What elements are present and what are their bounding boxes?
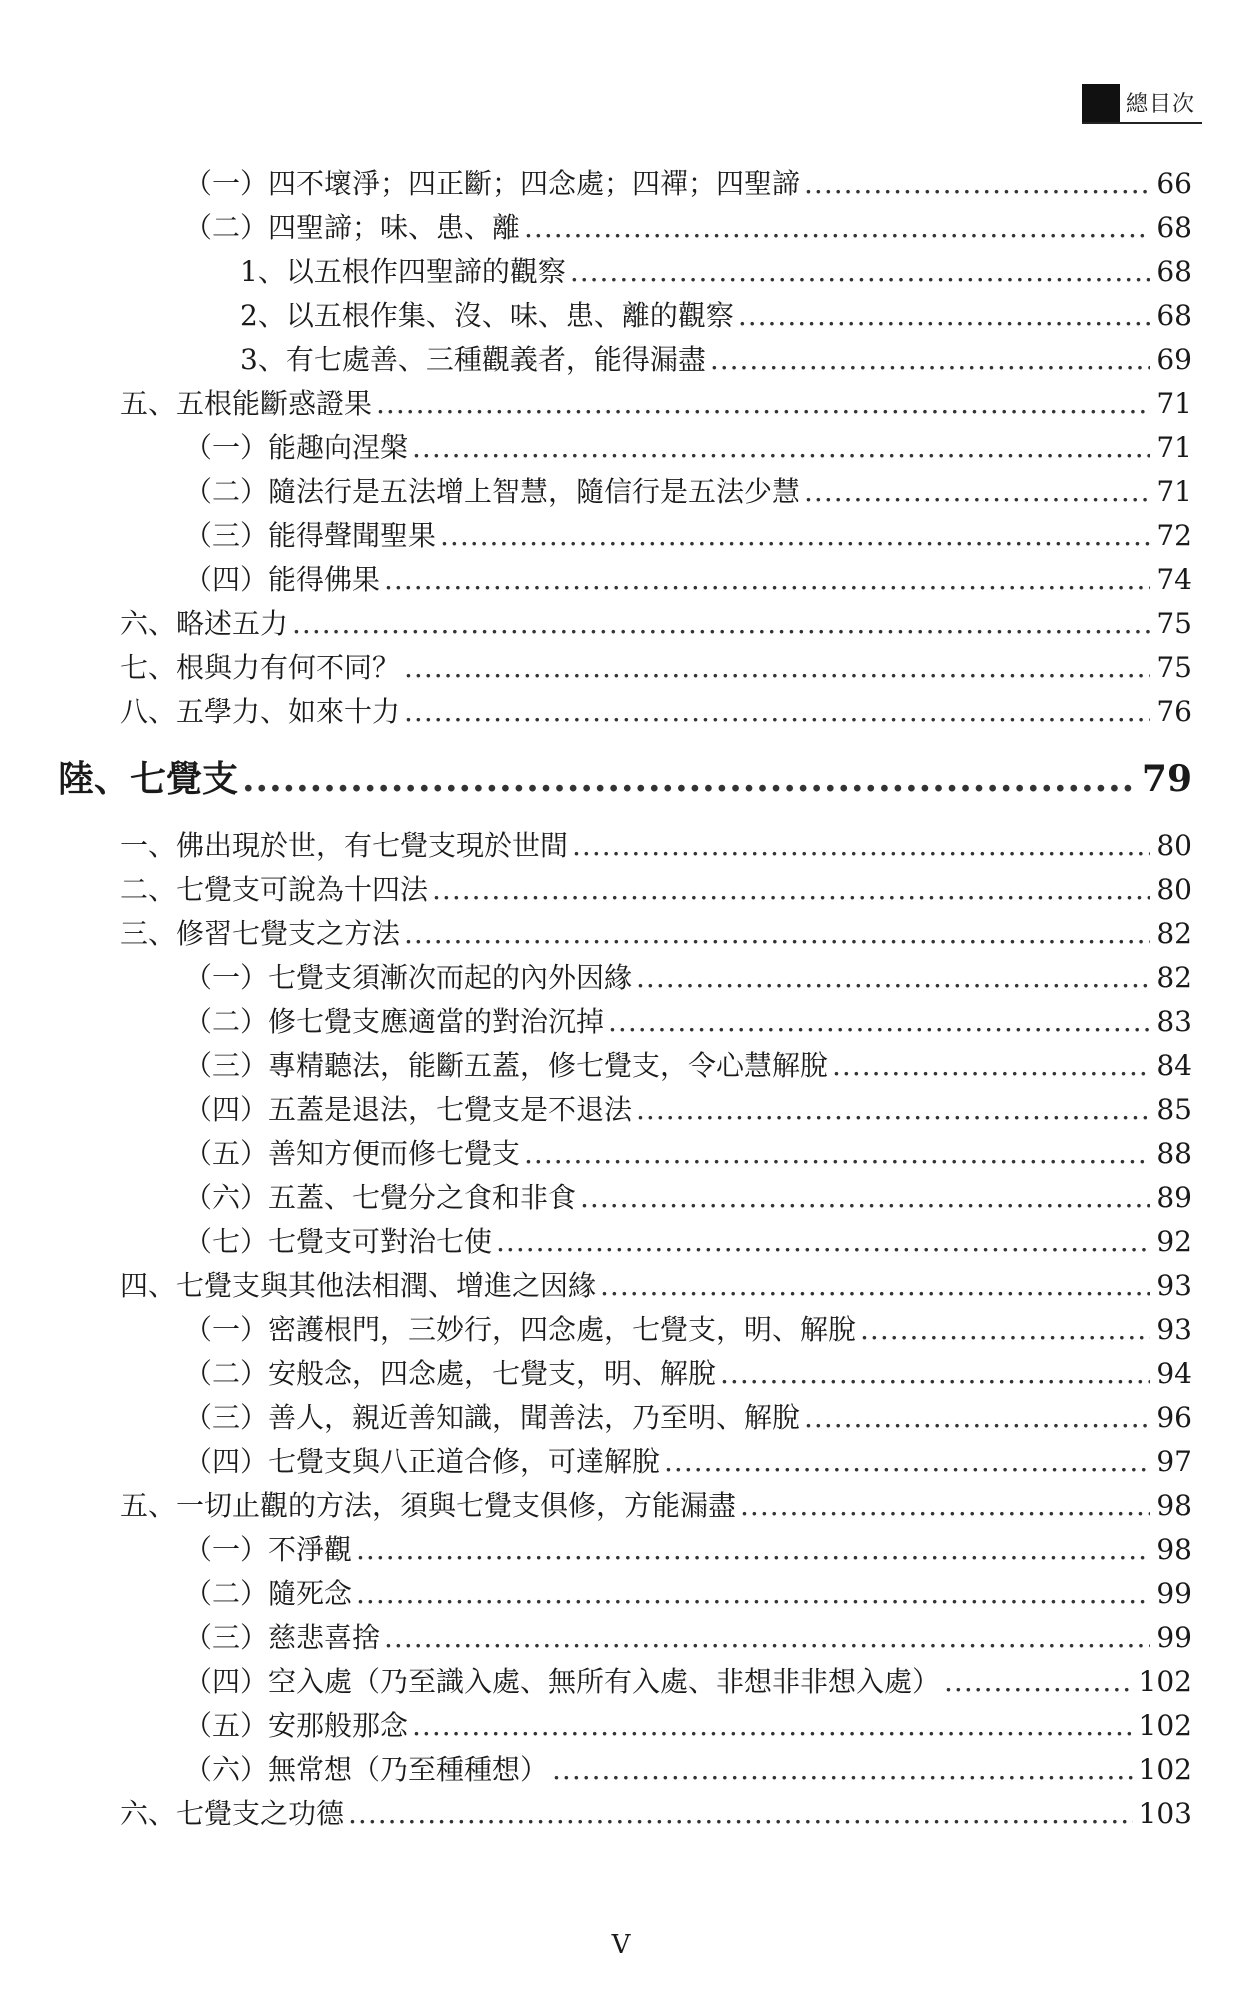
toc-entry: 三、修習七覺支之方法 ..... 82 [120,912,1192,956]
toc-entry: （一）七覺支須漸次而起的內外因緣 ..... 82 [184,956,1192,1000]
running-header [1082,82,1202,124]
toc-entry: （二）隨法行是五法增上智慧，隨信行是五法少慧 ..... 71 [184,470,1192,514]
toc-entry: 1、以五根作四聖諦的觀察 ..... 68 [240,250,1192,294]
toc-entry: 3、有七處善、三種觀義者，能得漏盡 ..... 69 [240,338,1192,382]
toc-entry: 四、七覺支與其他法相潤、增進之因緣 ..... 93 [120,1264,1192,1308]
toc-entry: （五）安那般那念 ..... 102 [184,1704,1192,1748]
page-number: V [611,1930,631,1960]
toc-entry: （二）修七覺支應適當的對治沉掉 ..... 83 [184,1000,1192,1044]
toc-entry: （一）能趣向涅槃 ..... 71 [184,426,1192,470]
toc-entry: （三）能得聲聞聖果 ..... 72 [184,514,1192,558]
header-black-block [1082,84,1120,122]
toc-entry: （三）專精聽法，能斷五蓋，修七覺支，令心慧解脫 ..... 84 [184,1044,1192,1088]
toc-entry: 八、五學力、如來十力 ..... 76 [120,690,1192,734]
toc-entry: （三）善人，親近善知識，聞善法，乃至明、解脫 ..... 96 [184,1396,1192,1440]
toc-entry: 一、佛出現於世，有七覺支現於世間 ..... 80 [120,824,1192,868]
toc-entry: 2、以五根作集、沒、味、患、離的觀察 ..... 68 [240,294,1192,338]
toc-entry: 六、略述五力 ..... 75 [120,602,1192,646]
toc-entry: 六、七覺支之功德 ..... 103 [120,1792,1192,1836]
toc-chapter-heading: 陸、七覺支 ..... 79 [58,751,1192,807]
toc-entry: 二、七覺支可說為十四法 ..... 80 [120,868,1192,912]
toc-entry: 七、根與力有何不同？ ..... 75 [120,646,1192,690]
toc-entry: （五）善知方便而修七覺支 ..... 88 [184,1132,1192,1176]
toc-entry: （一）四不壞淨；四正斷；四念處；四禪；四聖諦 ..... 66 [184,162,1192,206]
toc-entry: （二）隨死念 ..... 99 [184,1572,1192,1616]
toc-entry: （四）空入處（乃至識入處、無所有入處、非想非非想入處） ..... 102 [184,1660,1192,1704]
toc-entry: （四）七覺支與八正道合修，可達解脫 ..... 97 [184,1440,1192,1484]
toc-entry: （七）七覺支可對治七使 ..... 92 [184,1220,1192,1264]
toc-entry: 五、五根能斷惑證果 ..... 71 [120,382,1192,426]
toc-entry: （六）五蓋、七覺分之食和非食 ..... 89 [184,1176,1192,1220]
toc-entry: （一）不淨觀 ..... 98 [184,1528,1192,1572]
toc-entry: （一）密護根門，三妙行，四念處，七覺支，明、解脫 ..... 93 [184,1308,1192,1352]
header-title: 總目次 [1126,92,1196,117]
toc-entry: （四）能得佛果 ..... 74 [184,558,1192,602]
toc-entry: 五、一切止觀的方法，須與七覺支俱修，方能漏盡 ..... 98 [120,1484,1192,1528]
toc-entry: （二）四聖諦；味、患、離 ..... 68 [184,206,1192,250]
toc-entry: （六）無常想（乃至種種想） ..... 102 [184,1748,1192,1792]
toc-entry: （二）安般念，四念處，七覺支，明、解脫 ..... 94 [184,1352,1192,1396]
toc-entry: （三）慈悲喜捨 ..... 99 [184,1616,1192,1660]
toc-entry: （四）五蓋是退法，七覺支是不退法 ..... 85 [184,1088,1192,1132]
